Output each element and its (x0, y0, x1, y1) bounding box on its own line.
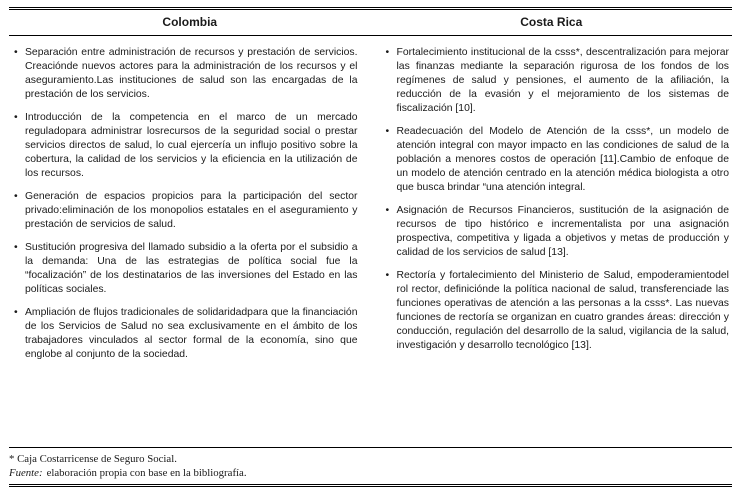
list-item-text: Asignación de Recursos Financieros, sustitución de la asignación de recursos de tipo histórico e incrementalista por una asignación prospectiva, competitiva y ligada a objetivos y metas de producción y calidad de los servicios de salud [13]. (396, 205, 729, 258)
bullet-icon: • (385, 270, 390, 281)
list-item-text: Readecuación del Modelo de Atención de la csss*, un modelo de atención integral con mayor impacto en las condiciones de salud de la población a menores costos de operación [11].Cambio de enfoque de un modelo de atención centrado en la atención médica biologista a otro que busca brindar “una atención integral. (396, 126, 729, 193)
column-header-costa-rica: Costa Rica (520, 15, 583, 29)
list-item (384, 269, 730, 353)
list-item (12, 46, 358, 102)
source-label: Fuente: (9, 467, 43, 479)
bullet-icon: • (14, 112, 18, 123)
list-item-text: Generación de espacios propicios para la participación del sector privado:eliminación de los monopolios estatales en el aseguramiento y prestación de servicios de salud. (25, 191, 358, 230)
list-item-text: Rectoría y fortalecimiento del Ministerio de Salud, empoderamientodel rol rector, definiciónde la política nacional de salud, transferenciade las funciones operativas de atención a las personas a la csss*. Las nuevas funciones de rectoría se organizan en cuatro grandes áreas: dirección y conducción, regulación del desarrollo de la salud, vigilancia de la salud, investigación y desarrollo tecnológico [13]. (396, 270, 729, 351)
list-item (384, 204, 730, 260)
costa-rica-column (384, 46, 730, 445)
bullet-icon: • (14, 242, 18, 253)
bullet-icon: • (14, 307, 18, 318)
bullet-icon: • (14, 47, 18, 58)
list-item-text: Sustitución progresiva del llamado subsidio a la oferta por el subsidio a la demanda: Una de las estrategias de política social fue la “focalización” de los destinatarios de las inversiones del Estado en las políticas sociales. (25, 242, 358, 295)
column-header-colombia: Colombia (162, 15, 218, 29)
footnote-source (9, 466, 732, 480)
footnote-asterisk: * Caja Costarricense de Seguro Social. (9, 453, 177, 465)
list-item-text: Separación entre administración de recursos y prestación de servicios. Creaciónde nuevos actores para la administración de los recursos y el aseguramiento.Las instituciones de salud son las encargadas de la prestación de los servicios. (25, 47, 358, 100)
colombia-column (12, 46, 358, 445)
table-header-row (9, 10, 732, 35)
list-item-text: Ampliación de flujos tradicionales de solidaridadpara que la financiación de los Servicios de Salud no sea exclusivamente en el ámbito de los trabajadores vinculados al sector formal de la economía, sino que englobe al conjunto de la sociedad. (25, 307, 358, 360)
list-item (12, 241, 358, 297)
list-item (384, 125, 730, 195)
bullet-icon: • (385, 126, 390, 137)
list-item-text: Fortalecimiento institucional de la csss*, descentralización para mejorar las finanzas mediante la separación rigurosa de los fondos de los regímenes de salud y pensiones, el aumento de la afiliación, la reducción de la evasión y el mejoramiento de los sistemas de fiscalización [10]. (396, 47, 729, 114)
table-body (9, 36, 732, 447)
source-text: elaboración propia con base en la bibliografía. (46, 467, 247, 479)
bullet-icon: • (385, 47, 390, 58)
bullet-icon: • (14, 191, 18, 202)
table-bottom-rule (9, 484, 732, 487)
list-item (384, 46, 730, 116)
list-item (12, 111, 358, 181)
list-item-text: Introducción de la competencia en el marco de un mercado reguladopara administrar losrecursos de la seguridad social o prestar servicios directos de salud, lo cual ejercería un influjo positivo sobre la cobertura, la calidad de los servicios y la eficiencia en la utilización de los recursos. (25, 112, 358, 179)
footnotes (9, 448, 732, 484)
list-item (12, 306, 358, 362)
list-item (12, 190, 358, 232)
bullet-icon: • (385, 205, 390, 216)
